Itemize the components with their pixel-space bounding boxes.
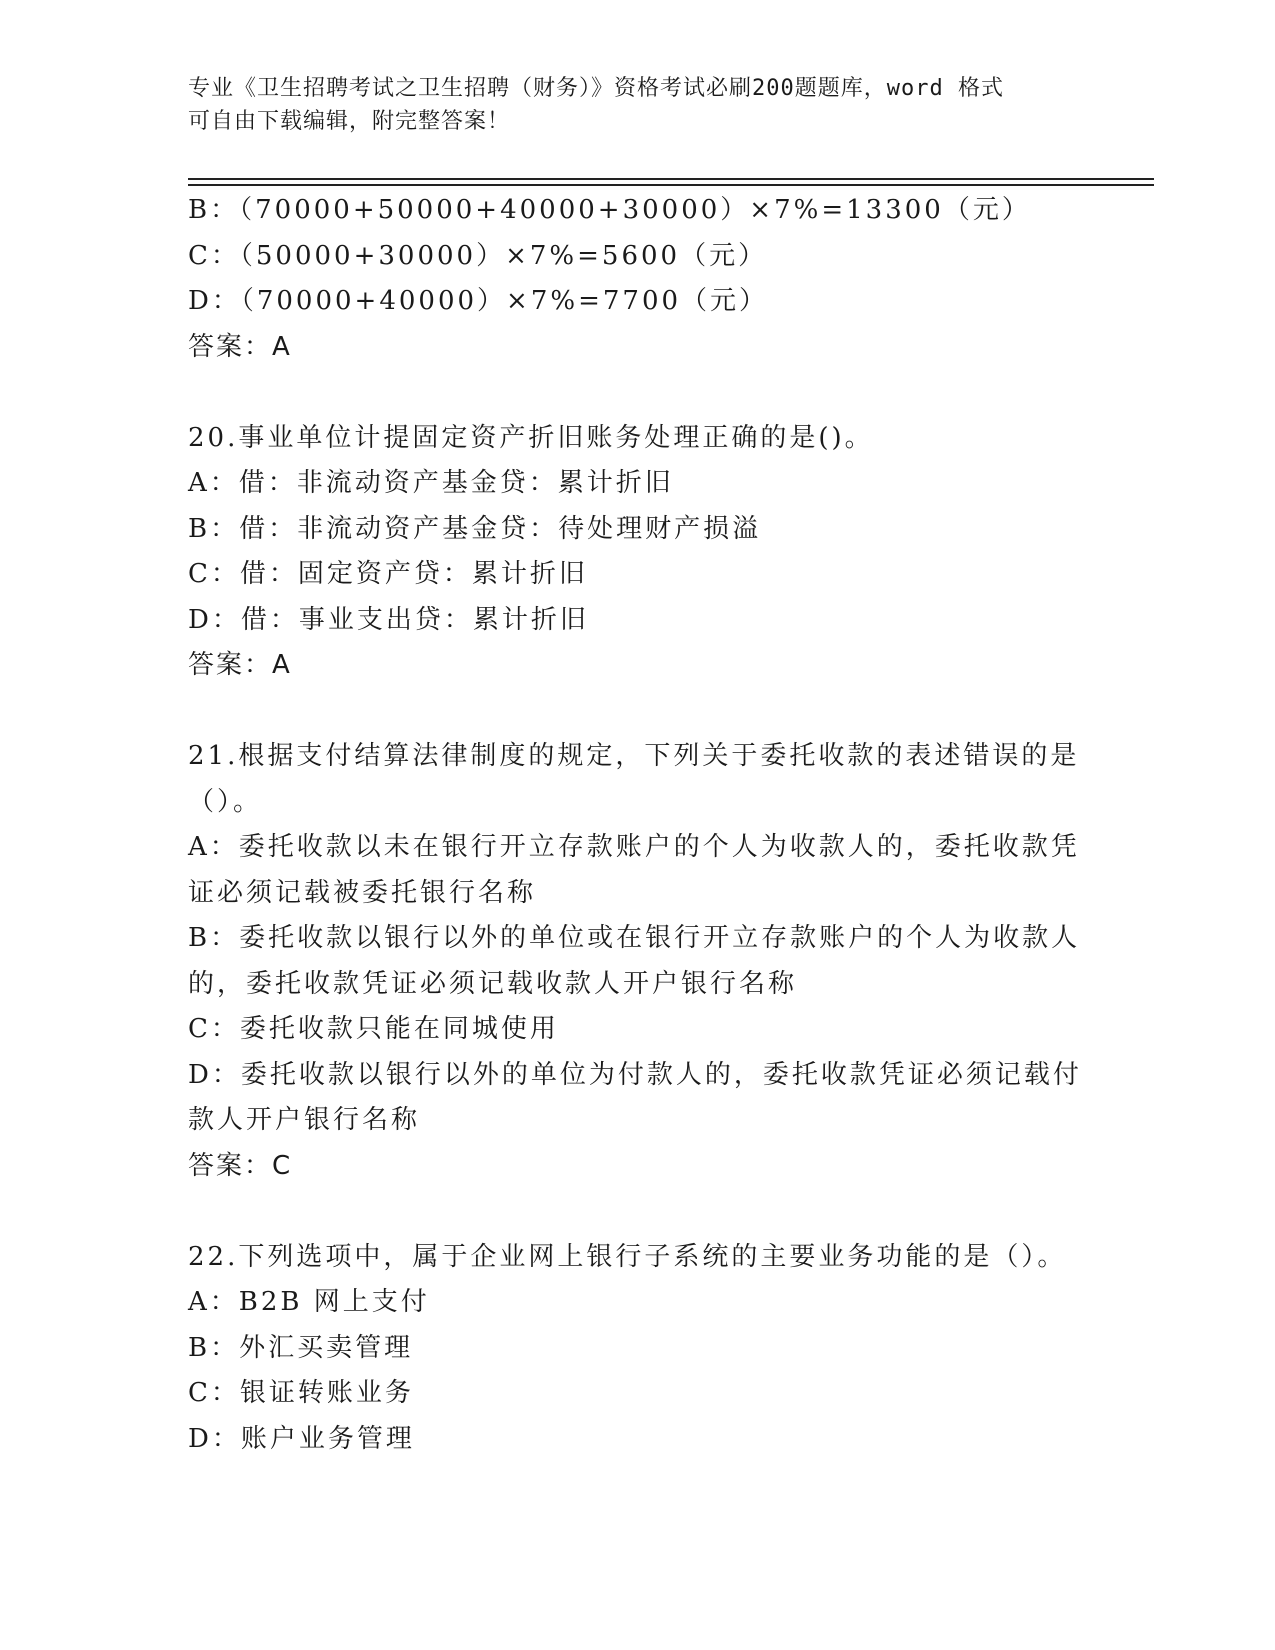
- option-d: D：账户业务管理: [188, 1423, 415, 1454]
- answer: 答案：A: [188, 650, 292, 680]
- question-content: [188, 188, 1082, 1462]
- header-title-line2: 可自由下载编辑，附完整答案！: [188, 109, 511, 134]
- document-header: [188, 72, 1088, 138]
- option-d: D：（70000+40000）×7%=7700（元）: [188, 286, 769, 316]
- question-stem: 22.下列选项中，属于企业网上银行子系统的主要业务功能的是（）。: [188, 1241, 1067, 1272]
- option-d-line2: 款人开户银行名称: [188, 1105, 421, 1135]
- option-a-line1: A：委托收款以未在银行开立存款账户的个人为收款人的，委托收款凭: [188, 832, 1080, 862]
- option-b: B：借：非流动资产基金贷：待处理财产损溢: [188, 513, 762, 544]
- answer: 答案：C: [188, 1150, 293, 1181]
- question-22: [188, 1235, 1068, 1463]
- prev-question: [188, 188, 1068, 370]
- option-b-line2: 的，委托收款凭证必须记载收款人开户银行名称: [188, 968, 798, 999]
- answer: 答案：A: [188, 331, 292, 362]
- option-a: A：借：非流动资产基金贷：累计折旧: [188, 468, 674, 498]
- option-d-line1: D：委托收款以银行以外的单位为付款人的，委托收款凭证必须记载付: [188, 1059, 1082, 1090]
- question-stem-line1: 21.根据支付结算法律制度的规定，下列关于委托收款的表述错误的是: [188, 741, 1080, 771]
- question-21: [188, 734, 1082, 1189]
- option-b: B：外汇买卖管理: [188, 1332, 414, 1363]
- header-title-line1: 专业《卫生招聘考试之卫生招聘（财务）》资格考试必刷200题题库，word 格式: [188, 76, 1004, 101]
- option-a-line2: 证必须记载被委托银行名称: [188, 877, 537, 908]
- option-c: C：借：固定资产贷：累计折旧: [188, 559, 588, 589]
- header-divider-bottom: [188, 184, 1154, 186]
- option-b-line1: B：委托收款以银行以外的单位或在银行开立存款账户的个人为收款人: [188, 923, 1081, 953]
- option-d: D：借：事业支出贷：累计折旧: [188, 604, 589, 635]
- question-20: [188, 416, 1068, 689]
- header-divider-top: [188, 178, 1154, 180]
- option-c: C：委托收款只能在同城使用: [188, 1014, 559, 1044]
- option-b: B：（70000+50000+40000+30000）×7%=13300（元）: [188, 195, 1031, 225]
- option-c: C：银证转账业务: [188, 1378, 414, 1408]
- question-stem: 20.事业单位计提固定资产折旧账务处理正确的是()。: [188, 422, 874, 453]
- option-a: A：B2B 网上支付: [188, 1287, 430, 1317]
- option-c: C：（50000+30000）×7%=5600（元）: [188, 240, 768, 271]
- question-stem-line2: （）。: [188, 786, 263, 817]
